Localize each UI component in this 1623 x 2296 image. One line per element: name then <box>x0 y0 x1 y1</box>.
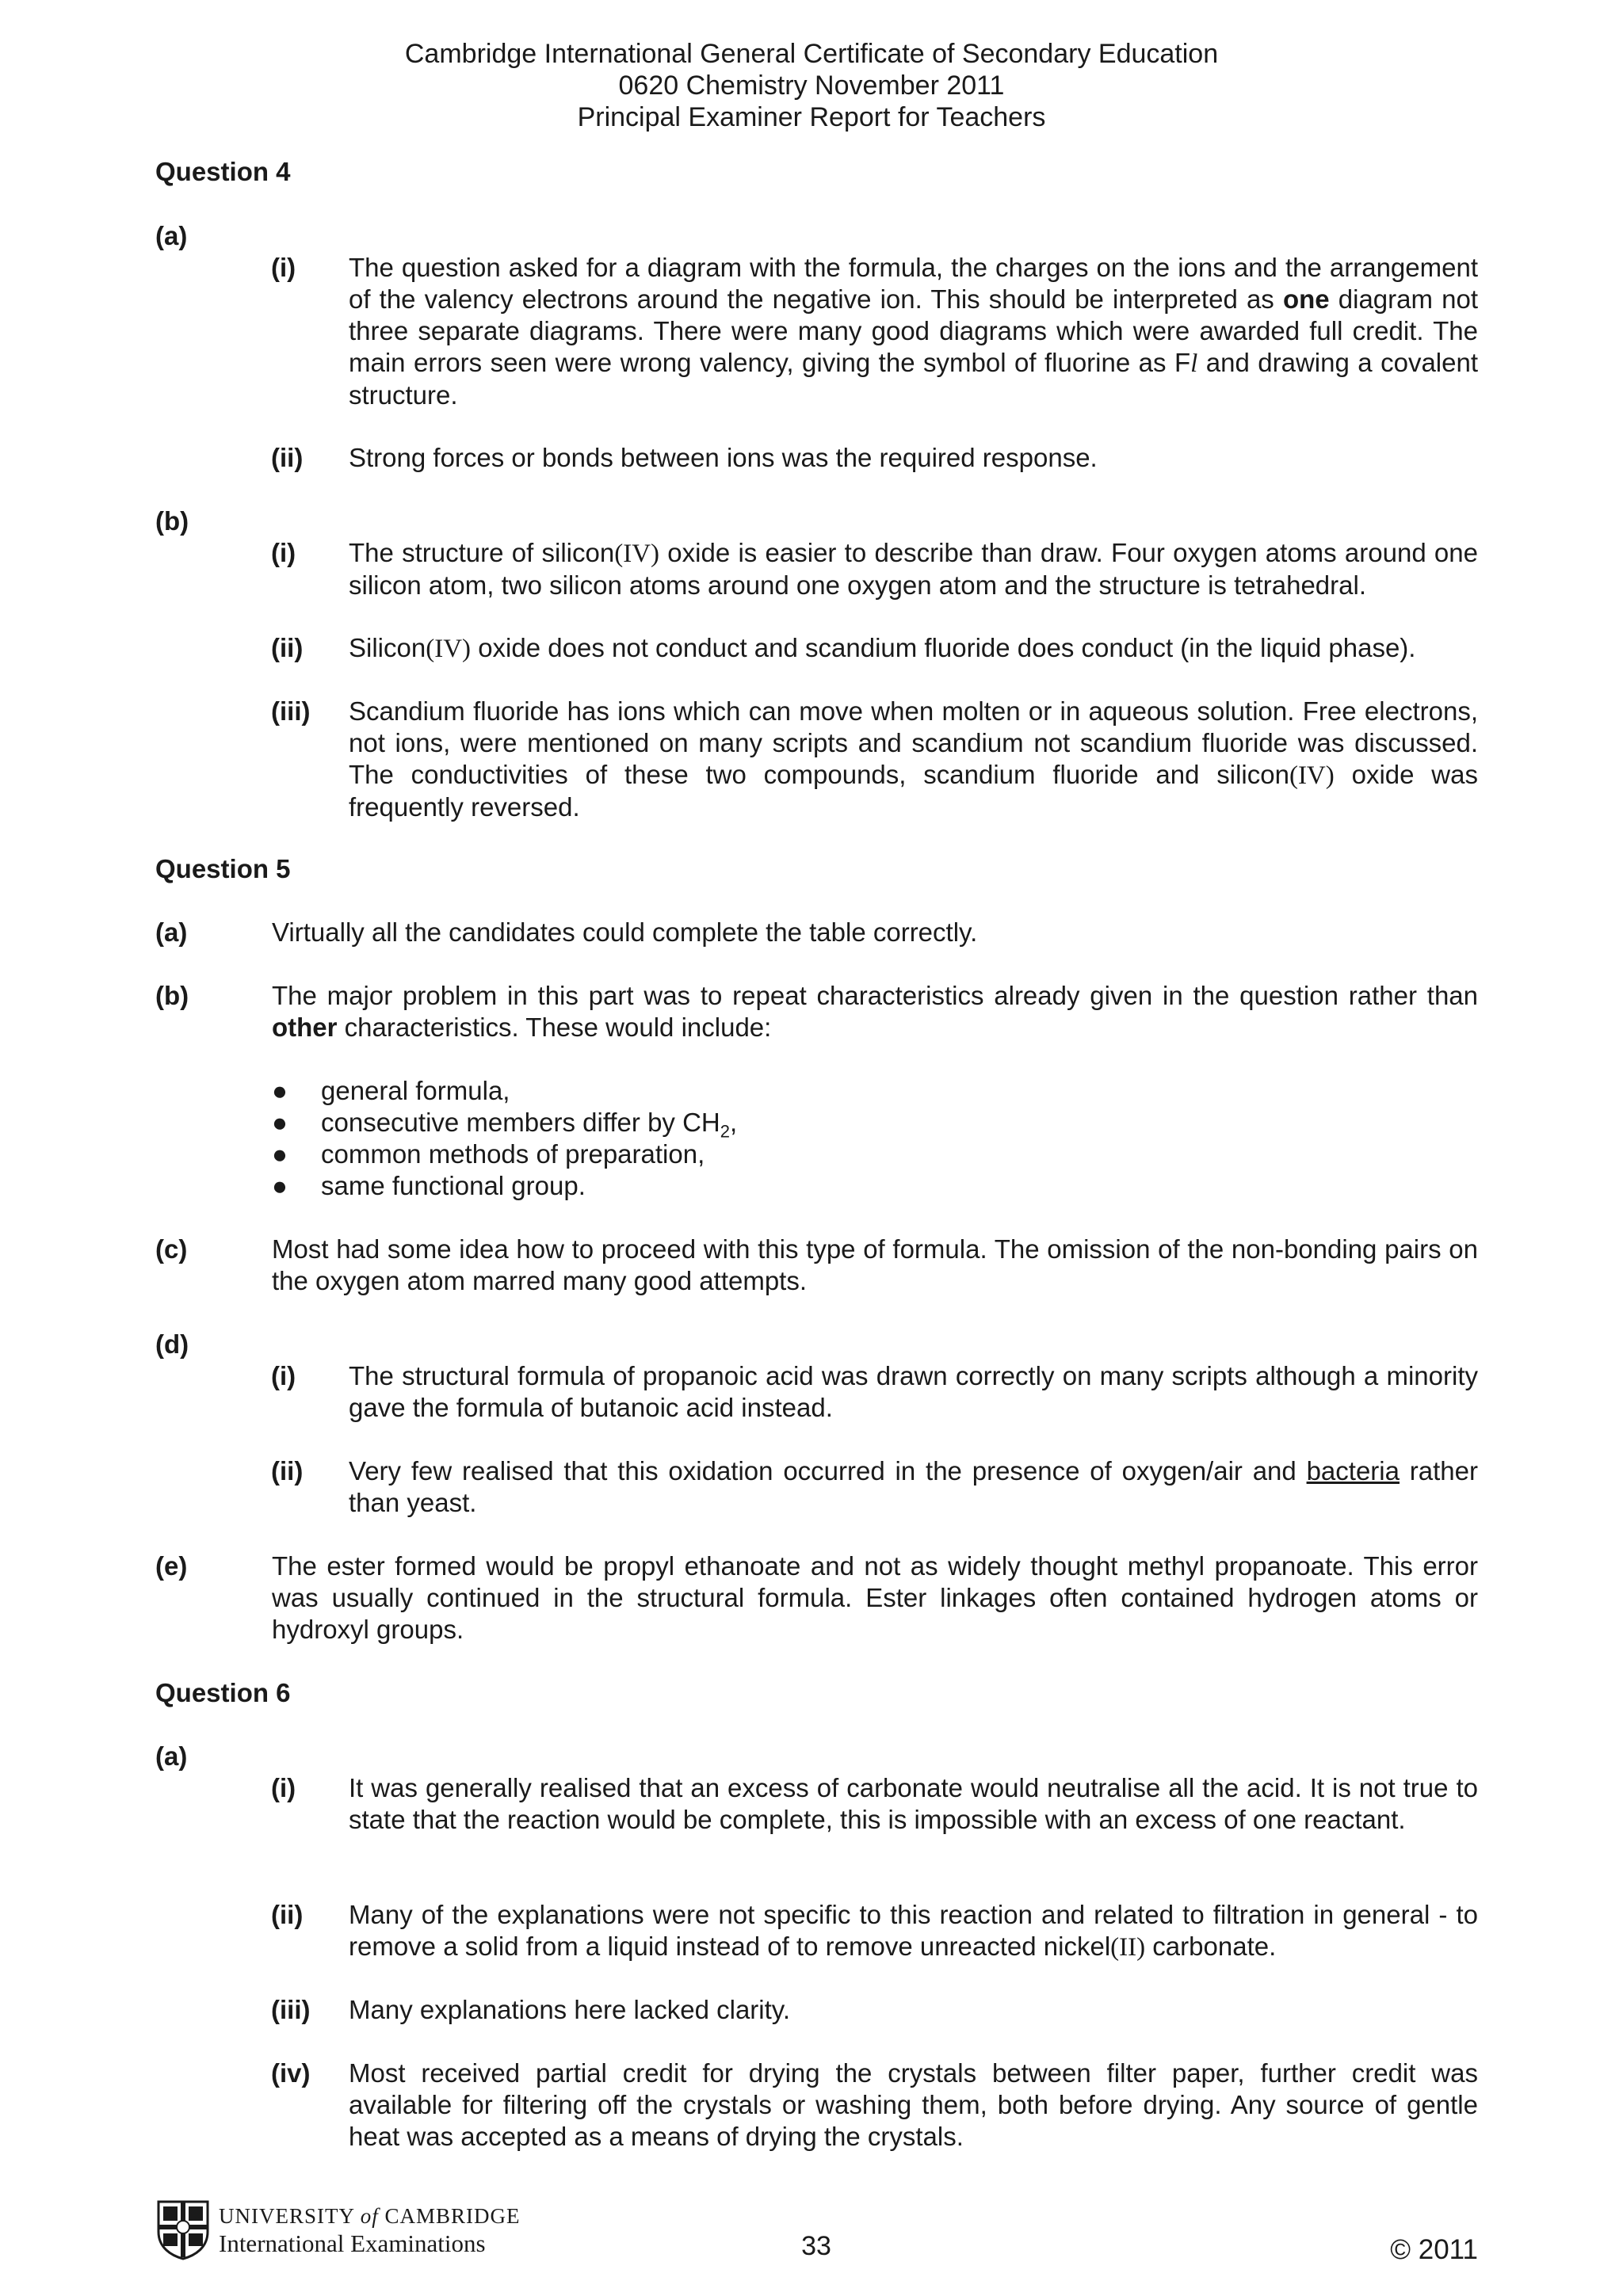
university-crest-icon <box>155 2199 211 2260</box>
q5-d-i-text: The structural formula of propanoic acid was drawn correctly on many scripts although a minority gave the formula of butanoic acid instead. <box>349 1361 1478 1422</box>
question-6-heading: Question 6 <box>155 1678 291 1707</box>
q4-b-i-label: (i) <box>271 538 296 567</box>
q6-a-ii-label: (ii) <box>271 1900 304 1929</box>
bullet-icon: ● <box>272 1139 288 1169</box>
q4-part-b-label: (b) <box>155 506 189 536</box>
q4-b-ii-text: Silicon(IV) oxide does not conduct and scandium fluoride does conduct (in the liquid phase). <box>349 633 1416 663</box>
bullet-icon: ● <box>272 1076 288 1105</box>
q4-a-ii-text: Strong forces or bonds between ions was the required response. <box>349 443 1098 472</box>
bullet-icon: ● <box>272 1108 288 1137</box>
q4-b-ii-label: (ii) <box>271 633 304 662</box>
q5-c-text: Most had some idea how to proceed with this type of formula. The omission of the non-bonding pairs on the oxygen atom marred many good attempts. <box>272 1234 1478 1295</box>
international-examinations: International Examinations <box>219 2229 486 2257</box>
q5-d-ii-text: Very few realised that this oxidation occurred in the presence of oxygen/air and bacteria rather than yeast. <box>349 1456 1479 1517</box>
q6-a-iii-label: (iii) <box>271 1995 311 2024</box>
q4-part-a-label: (a) <box>155 221 188 250</box>
cambridge-logo <box>155 2199 520 2262</box>
q4-b-iii-text: Scandium fluoride has ions which can move when molten or in aqueous solution. Free electrons, not ions, were mentioned on many scripts and scandium not scandium fluoride was discussed. The conductivities of these two compounds, scandium fluoride and silicon(IV) oxide was frequently reversed. <box>349 696 1478 822</box>
underlined-bacteria: bacteria <box>1306 1456 1400 1486</box>
q4-b-iii-label: (iii) <box>271 696 311 726</box>
q5-part-a-label: (a) <box>155 917 188 947</box>
copyright: © 2011 <box>1390 2234 1478 2265</box>
q5-a-text: Virtually all the candidates could complete the table correctly. <box>272 917 978 947</box>
characteristics-list <box>272 1075 1461 1202</box>
question-5-heading: Question 5 <box>155 854 291 883</box>
q6-a-iii-text: Many explanations here lacked clarity. <box>349 1995 791 2024</box>
q4-a-i-label: (i) <box>271 253 296 282</box>
page-number: 33 <box>801 2231 831 2261</box>
q4-a-ii-label: (ii) <box>271 443 304 472</box>
q5-part-e-label: (e) <box>155 1551 188 1581</box>
report-header <box>0 38 1623 133</box>
q5-d-ii-label: (ii) <box>271 1456 304 1486</box>
university-name: UNIVERSITY of CAMBRIDGE <box>219 2204 521 2228</box>
q6-part-a-label: (a) <box>155 1741 188 1771</box>
q5-part-c-label: (c) <box>155 1234 188 1264</box>
list-item: ● consecutive members differ by $CH_2$, <box>272 1108 738 1142</box>
q6-a-ii-text: Many of the explanations were not specific to this reaction and related to filtration in general - to remove a solid from a liquid instead of to remove unreacted nickel(II) carbonate. <box>349 1900 1478 1962</box>
q6-a-iv-text: Most received partial credit for drying the crystals between filter paper, further credit was available for filtering off the crystals or washing them, both before drying. Any source of gentle heat was accepted as a means of drying the crystals. <box>349 2058 1478 2151</box>
header-line-3: Principal Examiner Report for Teachers <box>577 102 1046 132</box>
emphasis-other: other <box>272 1013 338 1042</box>
q5-d-i-label: (i) <box>271 1361 296 1390</box>
q6-a-iv-label: (iv) <box>271 2058 311 2088</box>
header-line-1: Cambridge International General Certificate of Secondary Education <box>404 39 1219 69</box>
q5-part-b-label: (b) <box>155 981 189 1010</box>
q5-e-text: The ester formed would be propyl ethanoate and not as widely thought methyl propanoate. This error was usually continued in the structural formula. Ester linkages often contained hydrogen atoms or hydroxyl groups. <box>272 1551 1478 1644</box>
header-line-2: 0620 Chemistry November 2011 <box>618 71 1005 101</box>
list-item: ● general formula, <box>272 1076 510 1105</box>
list-item: ● same functional group. <box>272 1171 586 1200</box>
q6-a-i-label: (i) <box>271 1773 296 1802</box>
question-4-heading: Question 4 <box>155 157 291 186</box>
q4-b-i-text: The structure of silicon(IV) oxide is easier to describe than draw. Four oxygen atoms around one silicon atom, two silicon atoms around one oxygen atom and the structure is tetrahedral. <box>349 538 1478 600</box>
emphasis-one: one <box>1282 284 1330 314</box>
q5-part-d-label: (d) <box>155 1329 189 1359</box>
q6-a-i-text: It was generally realised that an excess of carbonate would neutralise all the acid. It is not true to state that the reaction would be complete, this is impossible with an excess of one reactant. <box>349 1773 1478 1834</box>
q4-a-i-text: The question asked for a diagram with the formula, the charges on the ions and the arrangement of the valency electrons around the negative ion. This should be interpreted as one diagram not three separate diagrams. There were many good diagrams which were awarded full credit. The main errors seen were wrong valency, giving the symbol of fluorine as Fl and drawing a covalent structure. <box>349 253 1479 410</box>
q5-b-text: The major problem in this part was to repeat characteristics already given in the question rather than other characteristics. These would include: <box>272 981 1478 1042</box>
bullet-icon: ● <box>272 1171 288 1200</box>
list-item: ● common methods of preparation, <box>272 1139 705 1169</box>
italic-l: l <box>1190 349 1198 378</box>
